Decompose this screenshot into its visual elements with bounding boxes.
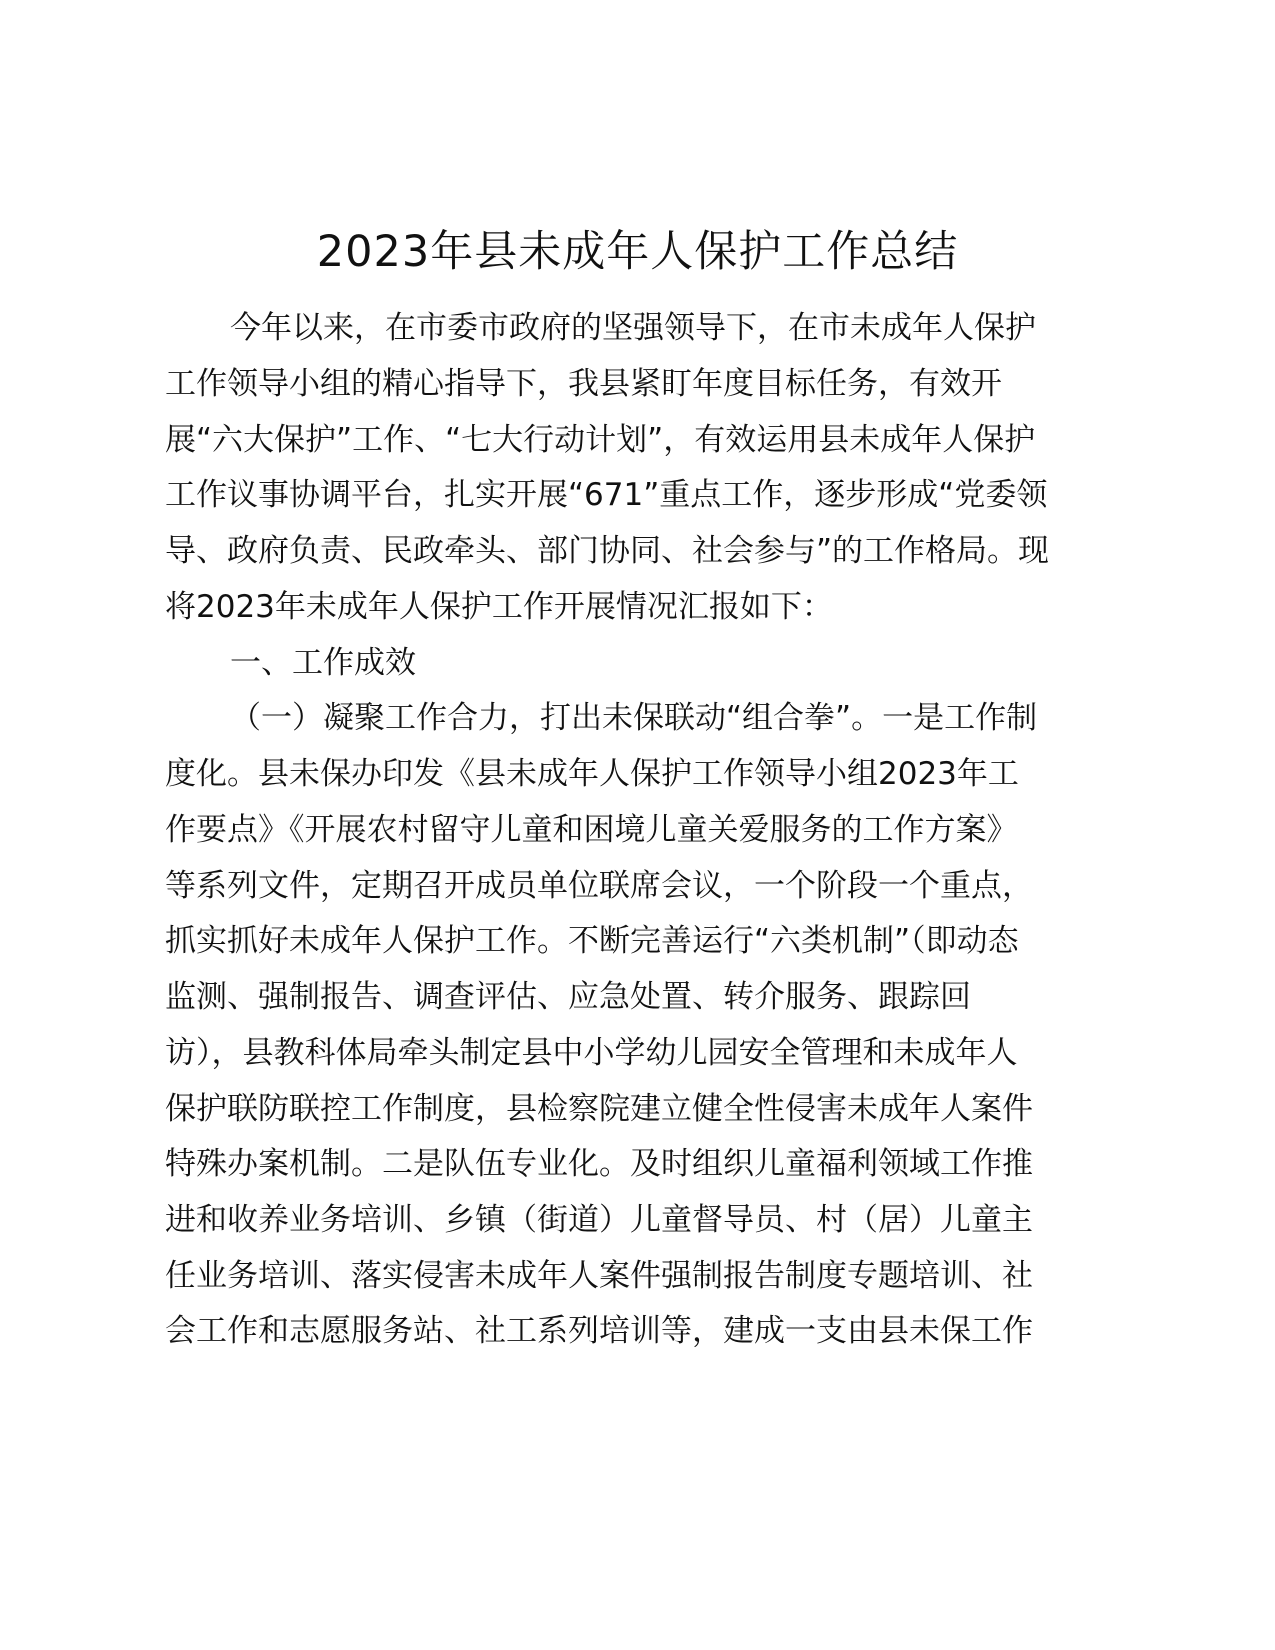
paragraph-line: 特殊办案机制。二是队伍专业化。及时组织儿童福利领域工作推 <box>165 1146 1033 1182</box>
paragraph-line: 抓实抓好未成年人保护工作。不断完善运行“六类机制”（即动态 <box>165 923 1019 959</box>
paragraph-line: 会工作和志愿服务站、社工系列培训等，建成一支由县未保工作 <box>165 1313 1033 1349</box>
paragraph-line: 进和收养业务培训、乡镇（街道）儿童督导员、村（居）儿童主 <box>165 1202 1033 1238</box>
paragraph-line: 作要点》《开展农村留守儿童和困境儿童关爱服务的工作方案》 <box>165 812 1018 848</box>
paragraph-line: （一）凝聚工作合力，打出未保联动“组合拳”。一是工作制 <box>230 700 1038 736</box>
paragraph-line: 任业务培训、落实侵害未成年人案件强制报告制度专题培训、社 <box>165 1258 1033 1294</box>
paragraph-line: 度化。县未保办印发《县未成年人保护工作领导小组2023年工 <box>165 756 1019 792</box>
section-heading: 一、工作成效 <box>230 645 416 681</box>
paragraph-line: 展“六大保护”工作、“七大行动计划”，有效运用县未成年人保护 <box>165 422 1036 458</box>
paragraph-line: 将2023年未成年人保护工作开展情况汇报如下： <box>165 589 833 625</box>
paragraph-line: 导、政府负责、民政牵头、部门协同、社会参与”的工作格局。现 <box>165 533 1050 569</box>
paragraph-line: 等系列文件，定期召开成员单位联席会议，一个阶段一个重点， <box>165 868 1033 904</box>
paragraph-line: 今年以来，在市委市政府的坚强领导下，在市未成年人保护 <box>230 310 1036 346</box>
paragraph-line: 监测、强制报告、调查评估、应急处置、转介服务、跟踪回 <box>165 979 971 1015</box>
paragraph-line: 工作领导小组的精心指导下，我县紧盯年度目标任务，有效开 <box>165 366 1002 402</box>
paragraph-line: 访），县教科体局牵头制定县中小学幼儿园安全管理和未成年人 <box>165 1035 1018 1071</box>
document-title: 2023年县未成年人保护工作总结 <box>316 227 959 277</box>
paragraph-line: 保护联防联控工作制度，县检察院建立健全性侵害未成年人案件 <box>165 1091 1033 1127</box>
paragraph-line: 工作议事协调平台，扎实开展“671”重点工作，逐步形成“党委领 <box>165 477 1048 513</box>
